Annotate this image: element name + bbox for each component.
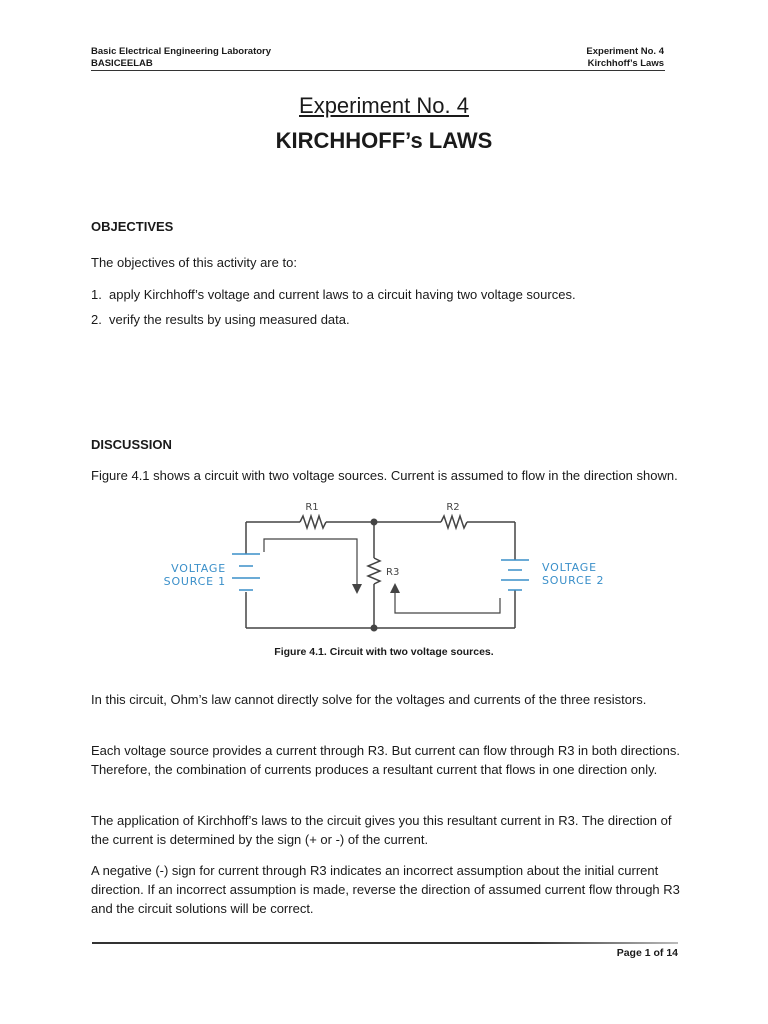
header-topic: Kirchhoff’s Laws xyxy=(587,58,664,69)
arrowhead-up xyxy=(390,583,400,593)
battery-2-symbol xyxy=(501,560,529,590)
experiment-number: Experiment No. 4 xyxy=(299,93,469,118)
figure-caption: Figure 4.1. Circuit with two voltage sources. xyxy=(274,646,494,658)
list-item xyxy=(91,310,350,329)
junction-top xyxy=(371,519,378,526)
page-number: Page 1 of 14 xyxy=(616,947,678,959)
page-title: KIRCHHOFF’s LAWS xyxy=(275,128,493,153)
list-item-text: verify the results by using measured data. xyxy=(109,312,350,327)
discussion-heading: DISCUSSION xyxy=(91,437,172,452)
resistor-r1-symbol xyxy=(300,516,326,528)
junction-bottom xyxy=(371,625,378,632)
list-item xyxy=(91,285,576,304)
r3-label: R3 xyxy=(386,567,400,578)
header-divider xyxy=(91,70,665,71)
voltage-source-1-label: VOLTAGE xyxy=(171,562,226,575)
r2-label: R2 xyxy=(446,502,460,513)
current-loop-2-arrow xyxy=(395,592,500,613)
discussion-paragraph-3: Each voltage source provides a current through R3. But current can flow through R3 in both directions. Therefore, the combination of currents produces a resultant current that flows in one direction only. xyxy=(91,743,680,777)
objectives-heading: OBJECTIVES xyxy=(91,219,174,234)
discussion-paragraph-1: Figure 4.1 shows a circuit with two voltage sources. Current is assumed to flow in the direction shown. xyxy=(91,468,678,483)
footer-divider xyxy=(92,942,678,944)
arrowhead-down xyxy=(352,584,362,594)
discussion-paragraph-2: In this circuit, Ohm’s law cannot directly solve for the voltages and currents of the three resistors. xyxy=(91,692,647,707)
r1-label: R1 xyxy=(305,502,319,513)
resistor-r2-symbol xyxy=(441,516,467,528)
voltage-source-2-label: VOLTAGE xyxy=(542,561,597,574)
objectives-intro: The objectives of this activity are to: xyxy=(91,255,297,270)
voltage-source-2-label: SOURCE 2 xyxy=(542,574,605,587)
header-left xyxy=(91,46,271,70)
discussion-paragraph-5: A negative (-) sign for current through R3 indicates an incorrect assumption about the initial current direction. If an incorrect assumption is made, reverse the direction of assumed current flow through R3 and the circuit solutions will be correct. xyxy=(91,863,680,916)
course-code: BASICEELAB xyxy=(91,58,153,69)
list-item-number: 2. xyxy=(91,312,102,327)
circuit-diagram xyxy=(0,495,768,640)
header-experiment: Experiment No. 4 xyxy=(586,46,664,57)
list-item-text: apply Kirchhoff’s voltage and current laws to a circuit having two voltage sources. xyxy=(109,287,576,302)
resistor-r3-symbol xyxy=(368,558,380,584)
list-item-number: 1. xyxy=(91,287,102,302)
header-right xyxy=(560,46,664,70)
voltage-source-1-label: SOURCE 1 xyxy=(163,575,226,588)
current-loop-1-arrow xyxy=(264,539,357,585)
battery-1-symbol xyxy=(232,554,260,590)
course-name: Basic Electrical Engineering Laboratory xyxy=(91,46,272,57)
discussion-paragraph-4: The application of Kirchhoff’s laws to the circuit gives you this resultant current in R3. The direction of the current is determined by the sign (+ or -) of the current. xyxy=(91,813,672,847)
